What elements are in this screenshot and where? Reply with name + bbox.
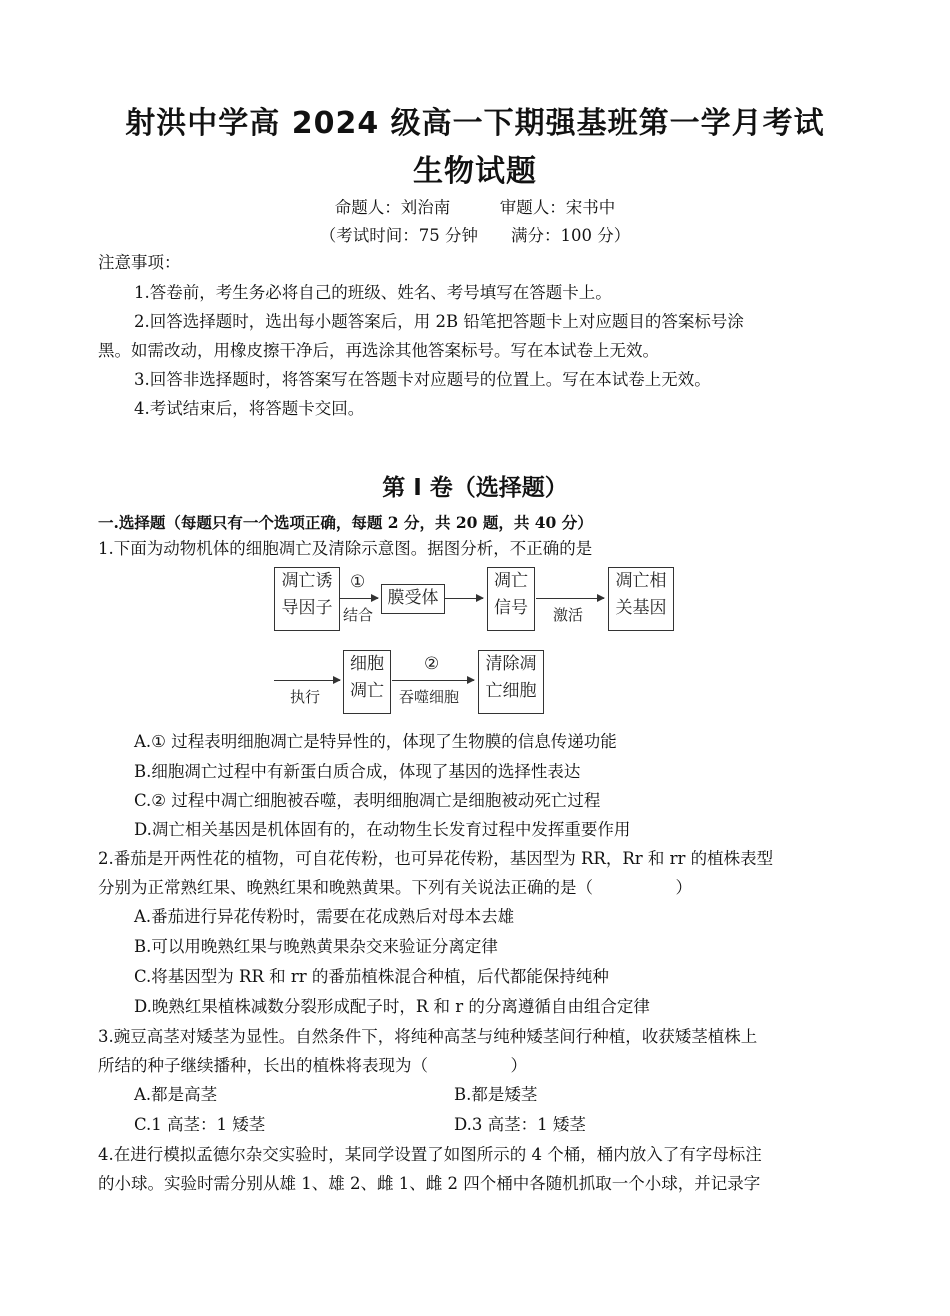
step-2-label: ② (424, 654, 440, 674)
phagocytose-label: 吞噬细胞 (399, 688, 460, 706)
box-cell-apoptosis (343, 650, 391, 714)
box-text: 关基因 (615, 598, 667, 618)
arrow-activate (536, 598, 604, 599)
activate-label: 激活 (553, 606, 584, 624)
subject-title: 生物试题 (413, 154, 537, 189)
box-membrane-receptor (381, 584, 445, 614)
question-1-stem: 1.下面为动物机体的细胞凋亡及清除示意图。据图分析，不正确的是 (98, 539, 593, 558)
arrow-bind (340, 598, 378, 599)
box-text: 信号 (494, 598, 528, 618)
question-3-stem: 3.豌豆高茎对矮茎为显性。自然条件下，将纯种高茎与纯种矮茎间行种植，收获矮茎植株上 (98, 1027, 758, 1046)
note-item: 1.答卷前，考生务必将自己的班级、姓名、考号填写在答题卡上。 (134, 283, 612, 302)
option: D.3 高茎：1 矮茎 (454, 1115, 586, 1134)
step-1-label: ① (350, 572, 366, 592)
option: B.细胞凋亡过程中有新蛋白质合成，体现了基因的选择性表达 (134, 762, 581, 781)
option: B.都是矮茎 (454, 1085, 538, 1104)
note-item: 3.回答非选择题时，将答案写在答题卡对应题号的位置上。写在本试卷上无效。 (134, 370, 711, 389)
arrow-to-signal (445, 598, 483, 599)
option: D.晚熟红果植株减数分裂形成配子时，R 和 r 的分离遵循自由组合定律 (134, 997, 650, 1016)
option: A.都是高茎 (134, 1085, 218, 1104)
option: C.将基因型为 RR 和 rr 的番茄植株混合种植，后代都能保持纯种 (134, 967, 609, 986)
box-apoptosis-signal (487, 567, 535, 631)
authors-line: 命题人：刘治南 审题人：宋书中 (334, 198, 616, 217)
option: D.凋亡相关基因是机体固有的，在动物生长发育过程中发挥重要作用 (134, 820, 631, 839)
box-text: 凋亡诱 (281, 571, 333, 591)
execute-label: 执行 (290, 688, 321, 706)
box-text: 凋亡相 (615, 571, 667, 591)
exam-info: （考试时间：75 分钟 满分：100 分） (319, 226, 631, 245)
part-heading: 一.选择题（每题只有一个选项正确，每题 2 分，共 20 题，共 40 分） (98, 513, 593, 532)
option: C.② 过程中凋亡细胞被吞噬，表明细胞凋亡是细胞被动死亡过程 (134, 791, 601, 810)
exam-title: 射洪中学高 2024 级高一下期强基班第一学月考试 (125, 106, 825, 141)
question-2-stem: 分别为正常熟红果、晚熟红果和晚熟黄果。下列有关说法正确的是（ ） (98, 878, 692, 897)
option: C.1 高茎：1 矮茎 (134, 1115, 266, 1134)
question-2-stem: 2.番茄是开两性花的植物，可自花传粉，也可异花传粉，基因型为 RR，Rr 和 rr 的植株表型 (98, 849, 774, 868)
option: A.番茄进行异花传粉时，需要在花成熟后对母本去雄 (134, 907, 515, 926)
question-3-stem: 所结的种子继续播种，长出的植株将表现为（ ） (98, 1056, 527, 1075)
question-4-stem: 的小球。实验时需分别从雄 1、雄 2、雌 1、雌 2 四个桶中各随机抓取一个小球，并记录字 (98, 1174, 761, 1193)
box-text: 清除凋 (485, 654, 537, 674)
arrow-execute (274, 680, 340, 681)
notes-heading: 注意事项： (98, 253, 181, 272)
note-item: 4.考试结束后，将答题卡交回。 (134, 399, 365, 418)
note-item: 黑。如需改动，用橡皮擦干净后，再选涂其他答案标号。写在本试卷上无效。 (98, 341, 659, 360)
note-item: 2.回答选择题时，选出每小题答案后，用 2B 铅笔把答题卡上对应题目的答案标号涂 (134, 312, 744, 331)
option: A.① 过程表明细胞凋亡是特异性的，体现了生物膜的信息传递功能 (134, 732, 617, 751)
box-text: 导因子 (281, 598, 333, 618)
box-text: 细胞 (350, 654, 384, 674)
box-apoptosis-inducer (274, 567, 340, 631)
bind-label: 结合 (343, 606, 374, 624)
box-text: 膜受体 (387, 588, 439, 608)
box-text: 凋亡 (350, 681, 384, 701)
question-4-stem: 4.在进行模拟孟德尔杂交实验时，某同学设置了如图所示的 4 个桶，桶内放入了有字母标注 (98, 1145, 762, 1164)
section-title: 第 I 卷（选择题） (382, 475, 568, 501)
option: B.可以用晚熟红果与晚熟黄果杂交来验证分离定律 (134, 937, 498, 956)
arrow-phagocytose (392, 680, 474, 681)
box-text: 亡细胞 (485, 681, 537, 701)
box-clear-cells (478, 650, 544, 714)
box-text: 凋亡 (494, 571, 528, 591)
box-apoptosis-genes (608, 567, 674, 631)
